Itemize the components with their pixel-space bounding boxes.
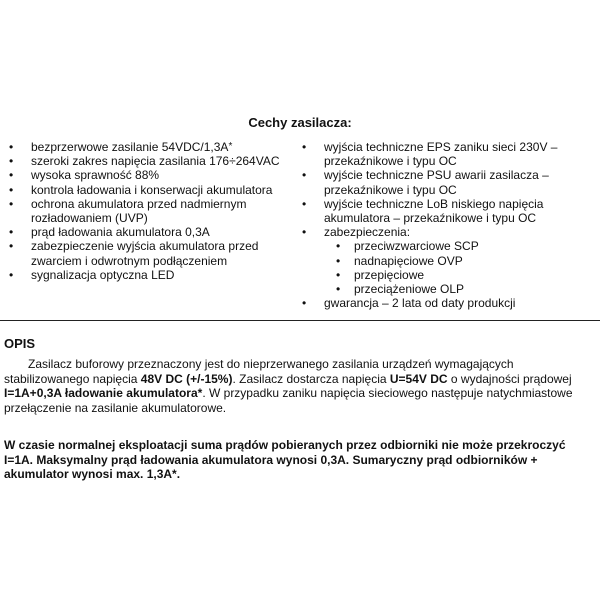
protection-item: • nadnapięciowe OVP <box>324 254 594 268</box>
protection-item: • przepięciowe <box>324 268 594 282</box>
description-paragraph: Zasilacz buforowy przeznaczony jest do nieprzerwanego zasilania urządzeń wymagających stabilizowanego napięcia 48V DC (+/-15%). Zasilacz dostarcza napięcia U=54V DC o wydajności prądowej I=1A+0,3A ładowanie akumulatora*. W przypadku zaniku napięcia sieciowego następuje natychmiastowe przełączenie na zasilanie akumulatorowe. <box>4 357 573 415</box>
feature-item: • gwarancja – 2 lata od daty produkcji <box>302 296 594 310</box>
feature-item: • prąd ładowania akumulatora 0,3A <box>9 225 294 239</box>
feature-item: • wyjścia techniczne EPS zaniku sieci 230V – przekaźnikowe i typu OC <box>302 140 594 168</box>
feature-item: • zabezpieczenia: • przeciwzwarciowe SCP • nadnapięciowe OVP • przepięciowe • przeciążeniowe OLP <box>302 225 594 296</box>
features-list-right <box>302 140 594 310</box>
feature-item: • wyjście techniczne PSU awarii zasilacza – przekaźnikowe i typu OC <box>302 168 594 196</box>
protection-item: • przeciążeniowe OLP <box>324 282 594 296</box>
warning-paragraph: W czasie normalnej eksploatacji suma prądów pobieranych przez odbiorniki nie może przekroczyć I=1A. Maksymalny prąd ładowania akumulatora wynosi 0,3A. Sumaryczny prąd odbiorników + akumulator wynosi max. 1,3A*. <box>4 438 566 482</box>
feature-item: • wysoka sprawność 88% <box>9 168 294 182</box>
feature-item: • wyjście techniczne LoB niskiego napięcia akumulatora – przekaźnikowe i typu OC <box>302 197 594 225</box>
feature-item: • sygnalizacja optyczna LED <box>9 268 294 282</box>
protection-item: • przeciwzwarciowe SCP <box>324 239 594 253</box>
feature-item: • ochrona akumulatora przed nadmiernym rozładowaniem (UVP) <box>9 197 294 225</box>
description-heading: OPIS <box>4 336 36 351</box>
features-title: Cechy zasilacza: <box>248 115 352 130</box>
feature-item: • bezprzerwowe zasilanie 54VDC/1,3A* <box>9 140 294 154</box>
feature-item: • zabezpieczenie wyjścia akumulatora przed zwarciem i odwrotnym podłączeniem <box>9 239 294 267</box>
features-list-left <box>9 140 294 282</box>
section-divider <box>0 320 600 321</box>
feature-item: • szeroki zakres napięcia zasilania 176÷264VAC <box>9 154 294 168</box>
protections-list <box>324 239 594 296</box>
feature-item: • kontrola ładowania i konserwacji akumulatora <box>9 183 294 197</box>
